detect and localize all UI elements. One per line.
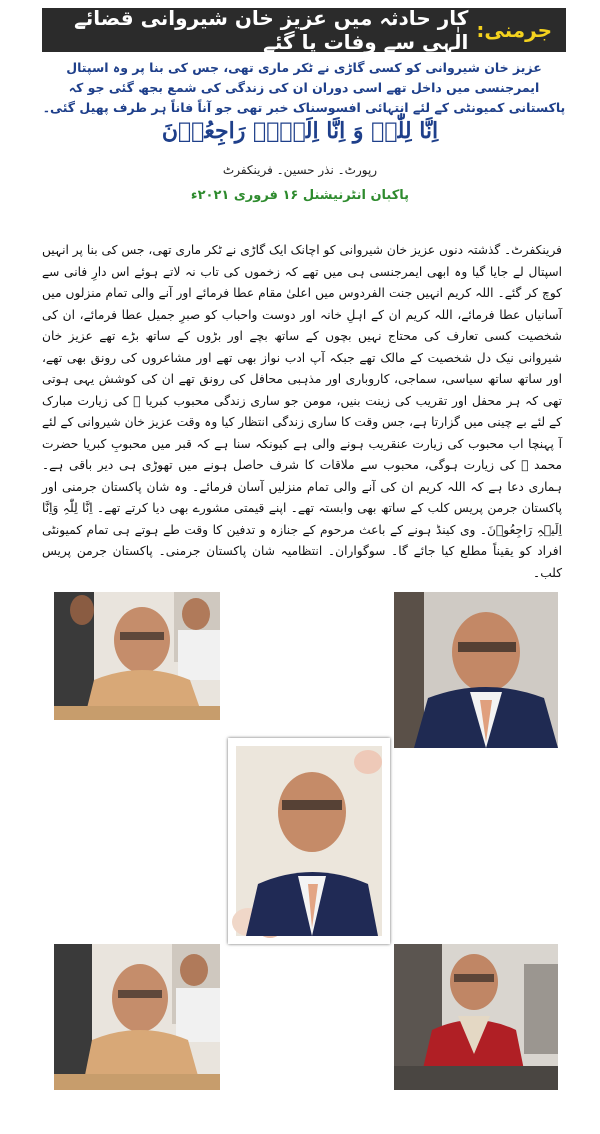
dua-calligraphy: اِنَّا لِلّٰہِ وَ اِنَّا اِلَیۡہِ رَاجِعُوۡنَ xyxy=(161,118,439,144)
photo-seated-audience-top-left xyxy=(54,592,220,720)
article-body: فرینکفرٹ۔ گذشتہ دنوں عزیز خان شیروانی کو اچانک ایک گاڑی نے ٹکر ماری تھی، جس کی بنا پر انہیں اسپتال لے جایا گیا وہ ابھی ایمرجنسی ہی میں تھے کہ زخموں کی تاب نہ لاتے ہوئے اس دارِ فانی سے کوچ کر گئے۔ اللہ کریم انہیں جنت الفردوس میں اعلیٰ مقام عطا فرمائے اور آنے والی تمام منزلوں میں آسانیاں عطا فرمائے، اللہ کریم ان کے اہلِ خانہ اور دوست واحباب کو صبرِ جمیل عطا فرمائے، ان کی شخصیت کسی تعارف کی محتاج نہیں بچوں کے ساتھ بچے اور بڑوں کے ساتھ بڑے تھے عزیز خان شیروانی نیک دل شخصیت کے مالک تھے جبکہ آپ ادب نواز بھی تھے اور مشاعروں کی رونق بھی تھے، اور ساتھ ساتھ سیاسی، سماجی، کاروباری اور مذہبی محافل کی رونق تھے ان کی کوشش یہی ہوتی تھی کہ ہر محفل اور تقریب کی زینت بنیں، مومن جو ساری زندگی محبوب کبریا ﷺ کی زیارت مبارک کے لئے بے چینی میں گزارتا ہے، جس وقت کا ساری زندگی انتظار کیا وہ وقت عزیز خان شیروانی کے لئے آ پہنچا اب محبوب کی زیارت عنقریب ہونے والی ہے کیونکہ سنا ہے کہ قبر میں محبوبِ کبریا حضرت محمد ﷺ کی زیارت ہوگی، محبوب سے ملاقات کا شرف حاصل ہونے میں تھوڑی ہی دیر باقی ہے۔ ہماری دعا ہے کہ اللہ کریم ان کی آنے والی تمام منزلیں آسان فرمائے۔ وہ شان پاکستان جرمنی اور پاکستان جرمن پریس کلب کے ساتھ بھی وابستہ تھے۔ اپنے قیمتی مشورے بھی دیا کرتے تھے۔ اِنَّا لِلّٰہِ وَاِنَّا اِلَیۡہِ رَاجِعُوۡنَ۔ وی کینڈ ہونے کے باعث مرحوم کے جنازہ و تدفین کا وقت طے ہوتے ہی تمام کمیونٹی افراد کو یقیناً مطلع کیا جائے گا۔ سوگواران۔ انتظامیہ شان پاکستان جرمنی۔ پاکستان جرمن پریس کلب۔ xyxy=(42,243,562,580)
reporter-credit: رپورٹ۔ نذر حسین۔ فرینکفرٹ xyxy=(222,163,378,177)
photo-seated-audience-bottom-left xyxy=(54,944,220,1090)
headline-banner xyxy=(42,8,566,52)
headline-location: جرمنی: xyxy=(476,18,552,42)
photo-red-vest-bottom-right xyxy=(394,944,558,1090)
intro-summary: عزیز خان شیروانی کو کسی گاڑی نے ٹکر ماری تھی، جس کی بنا پر وہ اسپتال ایمرجنسی میں داخل تھے اسی دوران ان کی زندگی کی شمع بجھ گئی جو کہ پاکستانی کمیونٹی کے لئے انتہائی افسوسناک خبر تھی جو آناً فاناً ہر طرف پھیل گئی۔ xyxy=(42,60,566,115)
headline-title: کار حادثہ میں عزیز خان شیروانی قضائے الٰہی سے وفات پا گئے xyxy=(74,6,469,54)
photo-portrait-top-right xyxy=(394,592,558,748)
publication-dateline: پاکبان انٹرنیشنل ۱۶ فروری ۲۰۲۱ء xyxy=(190,188,410,203)
photo-framed-tribute xyxy=(228,738,390,944)
